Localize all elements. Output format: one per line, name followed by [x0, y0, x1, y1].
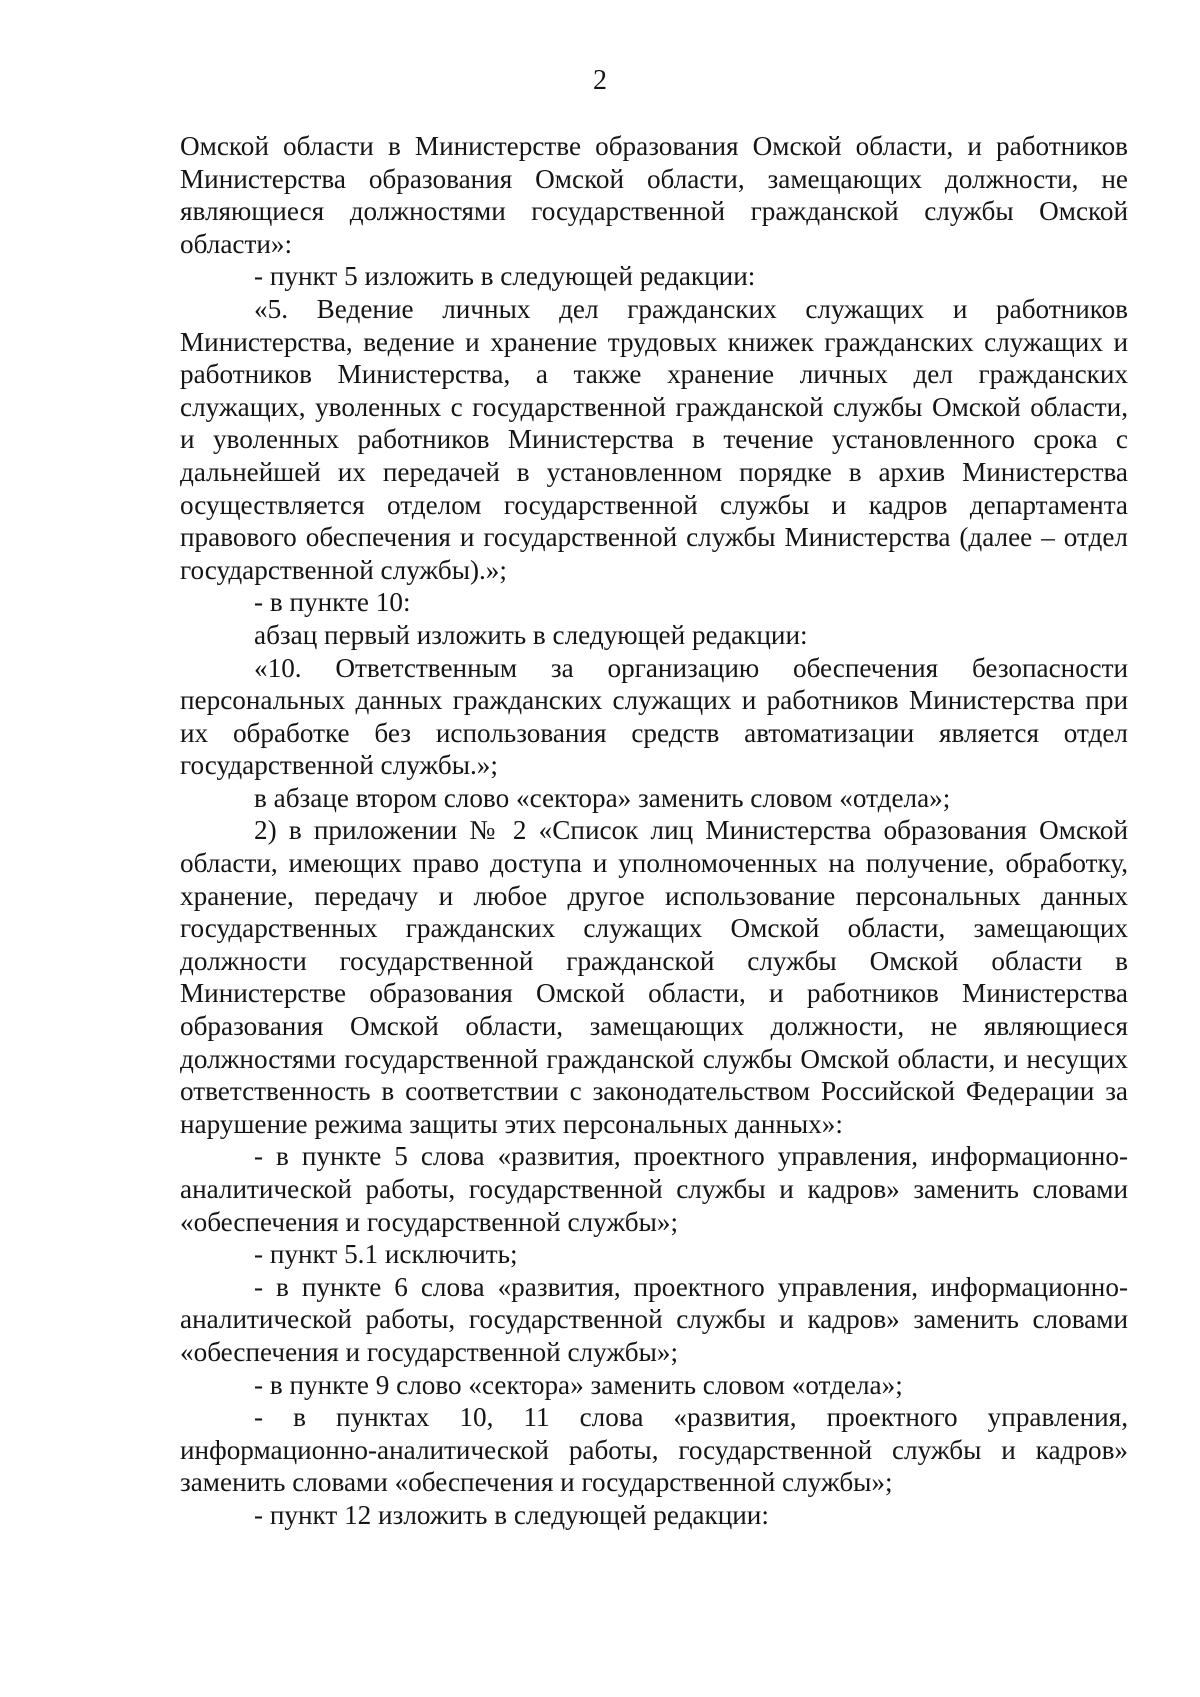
- paragraph-item-5-heading: - пункт 5 изложить в следующей редакции:: [254, 261, 756, 292]
- paragraph-item-10-heading: - в пункте 10:: [254, 587, 411, 618]
- paragraph-first-abzac: абзац первый изложить в следующей редакции:: [254, 619, 808, 650]
- paragraph-item-5-replace: - в пункте 5 слова «развития, проектного управления, информационно-аналитической работы, государственной службы и кадров» заменить словами «обеспечения и государственной службы»;: [180, 1141, 1128, 1237]
- paragraph-item-12-heading: - пункт 12 изложить в следующей редакции:: [254, 1499, 769, 1530]
- paragraph-item-5-1-exclude: - пункт 5.1 исключить;: [254, 1239, 518, 1270]
- paragraph-second-abzac: в абзаце втором слово «сектора» заменить словом «отдела»;: [254, 782, 951, 813]
- paragraph-item-6-replace: - в пункте 6 слова «развития, проектного управления, информационно-аналитической работы, государственной службы и кадров» заменить словами «обеспечения и государственной службы»;: [180, 1271, 1128, 1367]
- document-body: [180, 130, 1128, 1532]
- paragraph-item-10-text: «10. Ответственным за организацию обеспечения безопасности персональных данных гражданских служащих и работников Министерства при их обработке без использования средств автоматизации является отдел государственной службы.»;: [180, 652, 1128, 781]
- paragraph-appendix-2: 2) в приложении № 2 «Список лиц Министерства образования Омской области, имеющих право доступа и уполномоченных на получение, обработку, хранение, передачу и любое другое использование персональных данных государственных гражданских служащих Омской области, замещающих должности государственной гражданской службы Омской области в Министерстве образования Омской области, и работников Министерства образования Омской области, замещающих должности, не являющиеся должностями государственной гражданской службы Омской области, и несущих ответственность в соответствии с законодательством Российской Федерации за нарушение режима защиты этих персональных данных»:: [180, 815, 1128, 1139]
- page-number: 2: [593, 65, 607, 96]
- paragraph-item-5-text: «5. Ведение личных дел гражданских служащих и работников Министерства, ведение и хранение трудовых книжек гражданских служащих и работников Министерства, а также хранение личных дел гражданских служащих, уволенных с государственной гражданской службы Омской области, и уволенных работников Министерства в течение установленного срока с дальнейшей их передачей в установленном порядке в архив Министерства осуществляется отделом государственной службы и кадров департамента правового обеспечения и государственной службы Министерства (далее – отдел государственной службы).»;: [180, 293, 1128, 585]
- paragraph-items-10-11-replace: - в пунктах 10, 11 слова «развития, проектного управления, информационно-аналитической работы, государственной службы и кадров» заменить словами «обеспечения и государственной службы»;: [180, 1402, 1128, 1498]
- paragraph-item-9-replace: - в пункте 9 слово «сектора» заменить словом «отдела»;: [254, 1369, 903, 1400]
- paragraph-continuation: Омской области в Министерстве образования Омской области, и работников Министерства образования Омской области, замещающих должности, не являющиеся должностями государственной гражданской службы Омской области»:: [180, 131, 1128, 259]
